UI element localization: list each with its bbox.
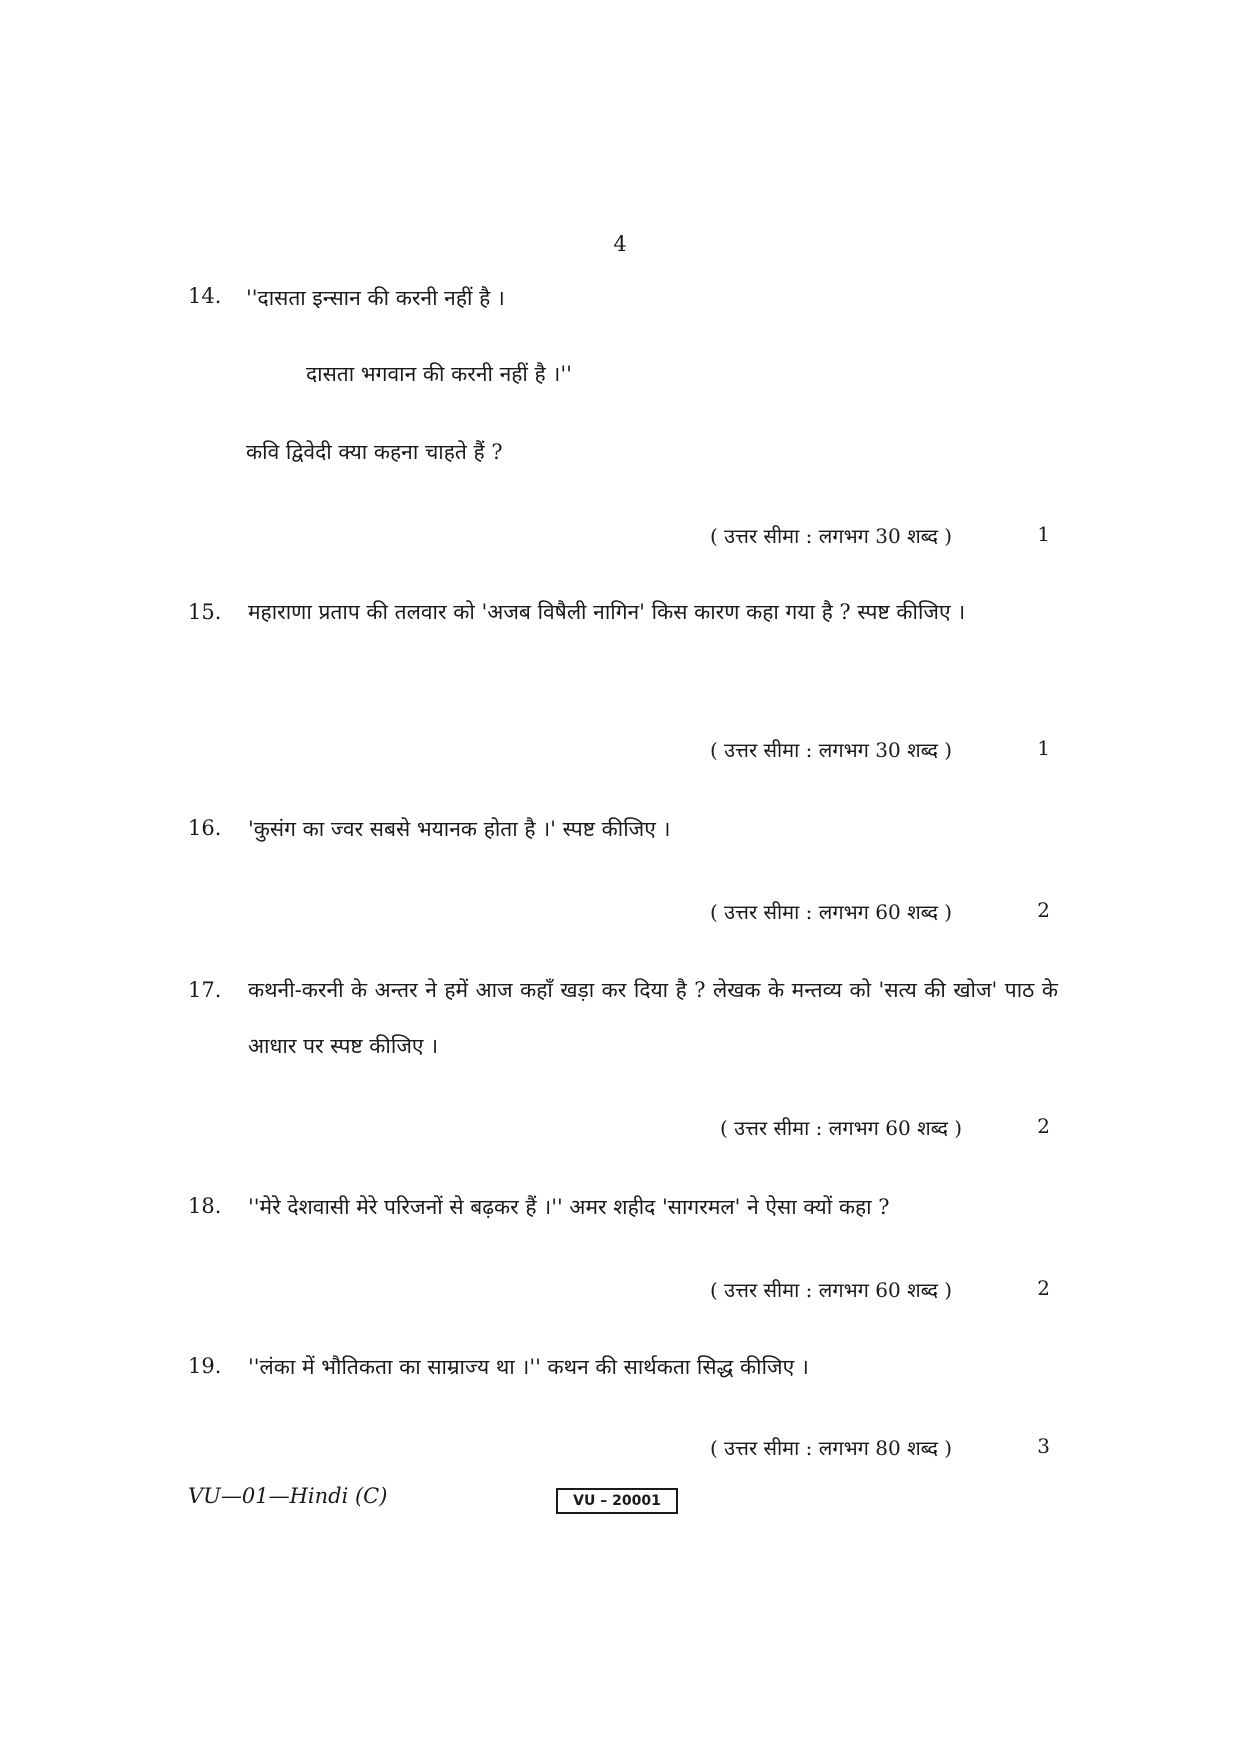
- question-number: 15.: [188, 600, 222, 624]
- marks: 2: [1037, 1276, 1050, 1300]
- question-number: 18.: [188, 1194, 222, 1218]
- question-line-3: कवि द्विवेदी क्या कहना चाहते हैं ?: [246, 440, 503, 464]
- marks: 1: [1037, 522, 1050, 546]
- answer-limit: ( उत्तर सीमा : लगभग 60 शब्द ): [710, 1278, 953, 1302]
- question-line-1: ''दासता इन्सान की करनी नहीं है ।: [246, 286, 505, 310]
- question-number: 17.: [188, 978, 222, 1002]
- paper-code: VU—01—Hindi (C): [188, 1484, 388, 1508]
- question-number: 16.: [188, 816, 222, 840]
- page-number: 4: [613, 232, 627, 256]
- answer-limit: ( उत्तर सीमा : लगभग 80 शब्द ): [710, 1436, 953, 1460]
- answer-limit: ( उत्तर सीमा : लगभग 60 शब्द ): [710, 900, 953, 924]
- answer-limit: ( उत्तर सीमा : लगभग 30 शब्द ): [710, 738, 953, 762]
- marks: 2: [1037, 1114, 1050, 1138]
- question-text: ''मेरे देशवासी मेरे परिजनों से बढ़कर हैं ।'' अमर शहीद 'सागरमल' ने ऐसा क्यों कहा ?: [248, 1195, 890, 1219]
- question-line-2: दासता भगवान की करनी नहीं है ।'': [306, 362, 572, 386]
- answer-limit: ( उत्तर सीमा : लगभग 60 शब्द ): [720, 1116, 963, 1140]
- marks: 2: [1037, 898, 1050, 922]
- marks: 3: [1037, 1434, 1050, 1458]
- answer-limit: ( उत्तर सीमा : लगभग 30 शब्द ): [710, 524, 953, 548]
- question-text: ''लंका में भौतिकता का साम्राज्य था ।'' कथन की सार्थकता सिद्ध कीजिए ।: [248, 1355, 809, 1379]
- question-number: 19.: [188, 1354, 222, 1378]
- question-text: कथनी-करनी के अन्तर ने हमें आज कहाँ खड़ा कर दिया है ? लेखक के मन्तव्य को 'सत्य की खोज' पाठ के आधार पर स्पष्ट कीजिए ।: [248, 978, 1058, 1058]
- question-text: 'कुसंग का ज्वर सबसे भयानक होता है ।' स्पष्ट कीजिए ।: [248, 817, 671, 841]
- question-text: महाराणा प्रताप की तलवार को 'अजब विषैली नागिन' किस कारण कहा गया है ? स्पष्ट कीजिए ।: [248, 600, 966, 624]
- paper-id-box: VU – 20001: [556, 1488, 678, 1514]
- question-number: 14.: [188, 284, 222, 308]
- marks: 1: [1037, 736, 1050, 760]
